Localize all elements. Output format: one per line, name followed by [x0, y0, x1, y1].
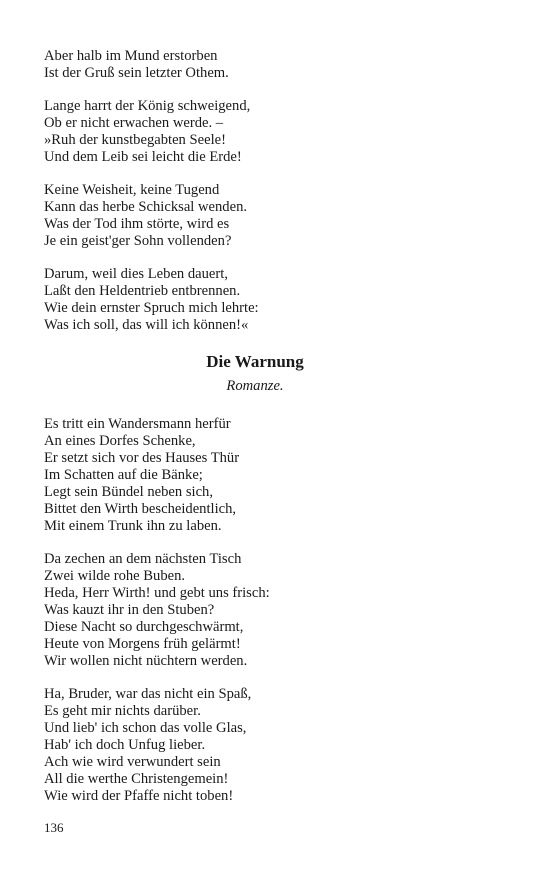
- verse-line: Ob er nicht erwachen werde. –: [44, 115, 224, 131]
- verse-line: Mit einem Trunk ihn zu laben.: [44, 518, 222, 534]
- verse-line: Da zechen an dem nächsten Tisch: [44, 551, 242, 567]
- verse-line: Ach wie wird verwundert sein: [44, 754, 221, 770]
- verse-line: All die werthe Christengemein!: [44, 771, 229, 787]
- verse-line: Ist der Gruß sein letzter Othem.: [44, 65, 229, 81]
- stanza: [44, 551, 514, 670]
- stanza: [44, 686, 514, 805]
- verse-line: Wie wird der Pfaffe nicht toben!: [44, 788, 234, 804]
- verse-line: Lange harrt der König schweigend,: [44, 98, 251, 114]
- stanza: [44, 48, 514, 82]
- stanza: [44, 182, 514, 250]
- stanza: [44, 416, 514, 535]
- verse-line: Legt sein Bündel neben sich,: [44, 484, 214, 500]
- verse-line: Zwei wilde rohe Buben.: [44, 568, 186, 584]
- verse-line: Darum, weil dies Leben dauert,: [44, 266, 228, 282]
- poem-title: Die Warnung: [206, 352, 304, 371]
- verse-line: Je ein geist'ger Sohn vollenden?: [44, 233, 232, 249]
- verse-line: Kann das herbe Schicksal wenden.: [44, 199, 248, 215]
- verse-line: Und dem Leib sei leicht die Erde!: [44, 149, 242, 165]
- poem-heading: [44, 350, 466, 396]
- verse-line: Keine Weisheit, keine Tugend: [44, 182, 220, 198]
- verse-line: Diese Nacht so durchgeschwärmt,: [44, 619, 244, 635]
- stanza: [44, 266, 514, 334]
- verse-line: Und lieb' ich schon das volle Glas,: [44, 720, 247, 736]
- verse-line: Es geht mir nichts darüber.: [44, 703, 201, 719]
- verse-line: Was der Tod ihm störte, wird es: [44, 216, 230, 232]
- poem-subtitle: Romanze.: [226, 378, 284, 394]
- verse-line: Es tritt ein Wandersmann herfür: [44, 416, 231, 432]
- verse-line: Hab' ich doch Unfug lieber.: [44, 737, 206, 753]
- verse-line: Er setzt sich vor des Hauses Thür: [44, 450, 240, 466]
- verse-line: Heda, Herr Wirth! und gebt uns frisch:: [44, 585, 270, 601]
- verse-line: Heute von Morgens früh gelärmt!: [44, 636, 241, 652]
- stanza: [44, 98, 514, 166]
- text-block: [44, 48, 514, 821]
- verse-line: Bittet den Wirth bescheidentlich,: [44, 501, 237, 517]
- verse-line: An eines Dorfes Schenke,: [44, 433, 196, 449]
- verse-line: Wir wollen nicht nüchtern werden.: [44, 653, 248, 669]
- verse-line: Ha, Bruder, war das nicht ein Spaß,: [44, 686, 252, 702]
- verse-line: Was kauzt ihr in den Stuben?: [44, 602, 215, 618]
- page-number: 136: [44, 820, 64, 835]
- verse-line: Im Schatten auf die Bänke;: [44, 467, 203, 483]
- verse-line: Wie dein ernster Spruch mich lehrte:: [44, 300, 259, 316]
- verse-line: Laßt den Heldentrieb entbrennen.: [44, 283, 241, 299]
- verse-line: Was ich soll, das will ich können!«: [44, 317, 249, 333]
- verse-line: Aber halb im Mund erstorben: [44, 48, 218, 64]
- verse-line: »Ruh der kunstbegabten Seele!: [44, 132, 226, 148]
